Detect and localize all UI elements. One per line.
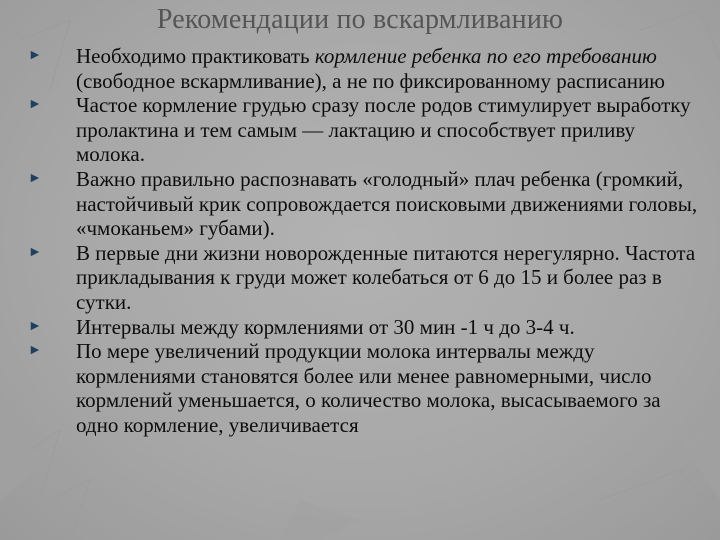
item-text: По мере увеличений продукции молока интервалы между кормлениями становятся более или менее равномерными, число кормлений уменьшается, о количество молока, высасываемого за одно кормление, увеличивается — [76, 339, 661, 437]
list-item — [28, 315, 708, 340]
bullet-arrow-icon: ► — [28, 318, 42, 334]
bullet-list — [28, 44, 708, 438]
item-text-emphasis: кормление ребенка по его требованию — [314, 44, 657, 68]
list-item — [28, 44, 708, 93]
bullet-arrow-icon: ► — [28, 170, 42, 186]
list-item — [28, 339, 708, 437]
item-text: Важно правильно распознавать «голодный» плач ребенка (громкий, настойчивый крик сопровождается поисковыми движениями головы, «чмоканьем» губами). — [76, 166, 698, 241]
item-text: В первые дни жизни новорожденные питаются нерегулярно. Частота прикладывания к груди может колебаться от 6 до 15 и более раз в сутки. — [76, 240, 696, 314]
list-item — [28, 241, 708, 315]
list-item — [28, 167, 708, 241]
bullet-arrow-icon: ► — [28, 343, 42, 359]
list-item — [28, 93, 708, 167]
bullet-arrow-icon: ► — [28, 97, 42, 113]
slide-title: Рекомендации по вскармливанию — [156, 4, 564, 35]
item-text-before: Необходимо практиковать — [76, 44, 315, 68]
item-text: Частое кормление грудью сразу после родов стимулирует выработку пролактина и тем самым — лактацию и способствует приливу молока. — [76, 93, 691, 167]
bullet-arrow-icon: ► — [28, 48, 42, 63]
bullet-arrow-icon: ► — [28, 244, 42, 260]
item-text: Интервалы между кормлениями от 30 мин -1 ч до 3-4 ч. — [76, 314, 575, 339]
item-text-after: (свободное вскармливание), а не по фиксированному расписанию — [76, 68, 665, 93]
